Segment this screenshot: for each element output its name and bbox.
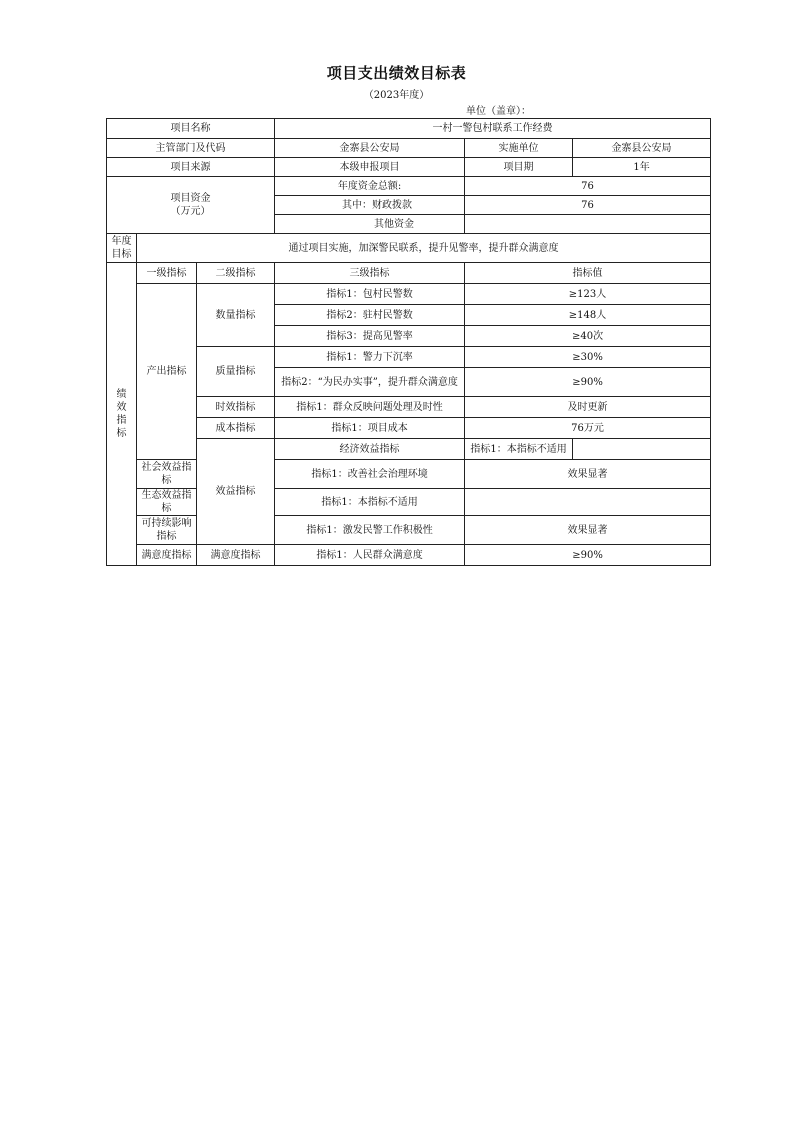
fiscal-year: （2023年度） bbox=[363, 90, 430, 101]
header-level1: 一级指标 bbox=[137, 263, 197, 284]
department-label: 主管部门及代码 bbox=[107, 139, 275, 158]
quantity-indicator-label: 数量指标 bbox=[197, 284, 275, 347]
funds-label bbox=[107, 177, 275, 234]
cost-indicator-label: 成本指标 bbox=[197, 418, 275, 439]
section-char: 效 bbox=[116, 402, 127, 413]
annual-goal-label bbox=[107, 234, 137, 263]
indicator-name: 指标3：提高见警率 bbox=[275, 326, 465, 347]
implementing-unit-value: 金寨县公安局 bbox=[573, 139, 711, 158]
project-name-value: 一村一警包村联系工作经费 bbox=[275, 119, 711, 139]
indicator-value: 76万元 bbox=[465, 418, 711, 439]
header-level3: 三级指标 bbox=[275, 263, 465, 284]
row-department bbox=[107, 139, 711, 158]
section-char: 指 bbox=[116, 415, 127, 426]
indicator-name: 指标1：人民群众满意度 bbox=[275, 545, 465, 566]
annual-goal-label-line2: 目标 bbox=[111, 249, 132, 260]
social-indicator-label: 社会效益指标 bbox=[137, 460, 197, 489]
implementing-unit-label: 实施单位 bbox=[465, 139, 573, 158]
indicator-value: 效果显著 bbox=[465, 460, 711, 489]
indicator-value bbox=[465, 489, 711, 516]
funds-unit-text: （万元） bbox=[170, 206, 211, 217]
indicator-name: 指标1：改善社会治理环境 bbox=[275, 460, 465, 489]
row-source bbox=[107, 158, 711, 177]
project-period-label: 项目期 bbox=[465, 158, 573, 177]
funds-fiscal-value: 76 bbox=[465, 196, 711, 215]
ecological-indicator-label: 生态效益指标 bbox=[137, 489, 197, 516]
row-satisfaction bbox=[107, 545, 711, 566]
satisfaction-sub-label: 满意度指标 bbox=[197, 545, 275, 566]
output-indicator-label: 产出指标 bbox=[137, 284, 197, 460]
header-value: 指标值 bbox=[465, 263, 711, 284]
row-annual-goal bbox=[107, 234, 711, 263]
project-source-label: 项目来源 bbox=[107, 158, 275, 177]
annual-goal-text: 通过项目实施，加深警民联系，提升见警率，提升群众满意度 bbox=[137, 234, 711, 263]
benefit-indicator-label: 效益指标 bbox=[197, 439, 275, 545]
indicator-name: 指标1：激发民警工作积极性 bbox=[275, 516, 465, 545]
row-quality-1 bbox=[107, 347, 711, 368]
indicator-value: ≥90% bbox=[465, 545, 711, 566]
row-economic bbox=[107, 439, 711, 460]
indicator-value: ≥148人 bbox=[465, 305, 711, 326]
quality-indicator-label: 质量指标 bbox=[197, 347, 275, 397]
header-level2: 二级指标 bbox=[197, 263, 275, 284]
indicator-name: 指标1：包村民警数 bbox=[275, 284, 465, 305]
row-project-name bbox=[107, 119, 711, 139]
row-cost bbox=[107, 418, 711, 439]
indicator-value: ≥40次 bbox=[465, 326, 711, 347]
funds-total-label: 年度资金总额: bbox=[275, 177, 465, 196]
funds-other-label: 其他资金 bbox=[275, 215, 465, 234]
funds-fiscal-label: 其中：财政拨款 bbox=[275, 196, 465, 215]
indicator-value bbox=[573, 439, 711, 460]
indicator-name: 指标1：本指标不适用 bbox=[275, 489, 465, 516]
section-char: 标 bbox=[116, 428, 127, 439]
indicator-name: 指标2：“为民办实事”，提升群众满意度 bbox=[275, 368, 465, 397]
indicator-name: 指标1：本指标不适用 bbox=[465, 439, 573, 460]
indicator-name: 指标1：项目成本 bbox=[275, 418, 465, 439]
section-char: 绩 bbox=[116, 389, 127, 400]
row-quantity-1 bbox=[107, 284, 711, 305]
funds-total-value: 76 bbox=[465, 177, 711, 196]
performance-section-label bbox=[107, 263, 137, 566]
indicator-value: ≥30% bbox=[465, 347, 711, 368]
timeliness-indicator-label: 时效指标 bbox=[197, 397, 275, 418]
row-indicator-headers bbox=[107, 263, 711, 284]
economic-indicator-label: 经济效益指标 bbox=[275, 439, 465, 460]
department-value: 金寨县公安局 bbox=[275, 139, 465, 158]
indicator-name: 指标1：群众反映问题处理及时性 bbox=[275, 397, 465, 418]
performance-goal-table bbox=[106, 118, 711, 566]
indicator-value: 及时更新 bbox=[465, 397, 711, 418]
satisfaction-indicator-label: 满意度指标 bbox=[137, 545, 197, 566]
indicator-value: 效果显著 bbox=[465, 516, 711, 545]
project-name-label: 项目名称 bbox=[107, 119, 275, 139]
annual-goal-label-line1: 年度 bbox=[111, 236, 132, 247]
funds-label-text: 项目资金 bbox=[170, 193, 211, 204]
funds-other-value bbox=[465, 215, 711, 234]
project-source-value: 本级申报项目 bbox=[275, 158, 465, 177]
row-funds-total bbox=[107, 177, 711, 196]
page-title: 项目支出绩效目标表 bbox=[326, 64, 467, 82]
project-period-value: 1年 bbox=[573, 158, 711, 177]
indicator-value: ≥123人 bbox=[465, 284, 711, 305]
indicator-name: 指标1：警力下沉率 bbox=[275, 347, 465, 368]
row-timeliness bbox=[107, 397, 711, 418]
indicator-value: ≥90% bbox=[465, 368, 711, 397]
sustainable-indicator-label: 可持续影响指标 bbox=[137, 516, 197, 545]
indicator-name: 指标2：驻村民警数 bbox=[275, 305, 465, 326]
unit-seal-label: 单位（盖章）： bbox=[466, 106, 531, 117]
